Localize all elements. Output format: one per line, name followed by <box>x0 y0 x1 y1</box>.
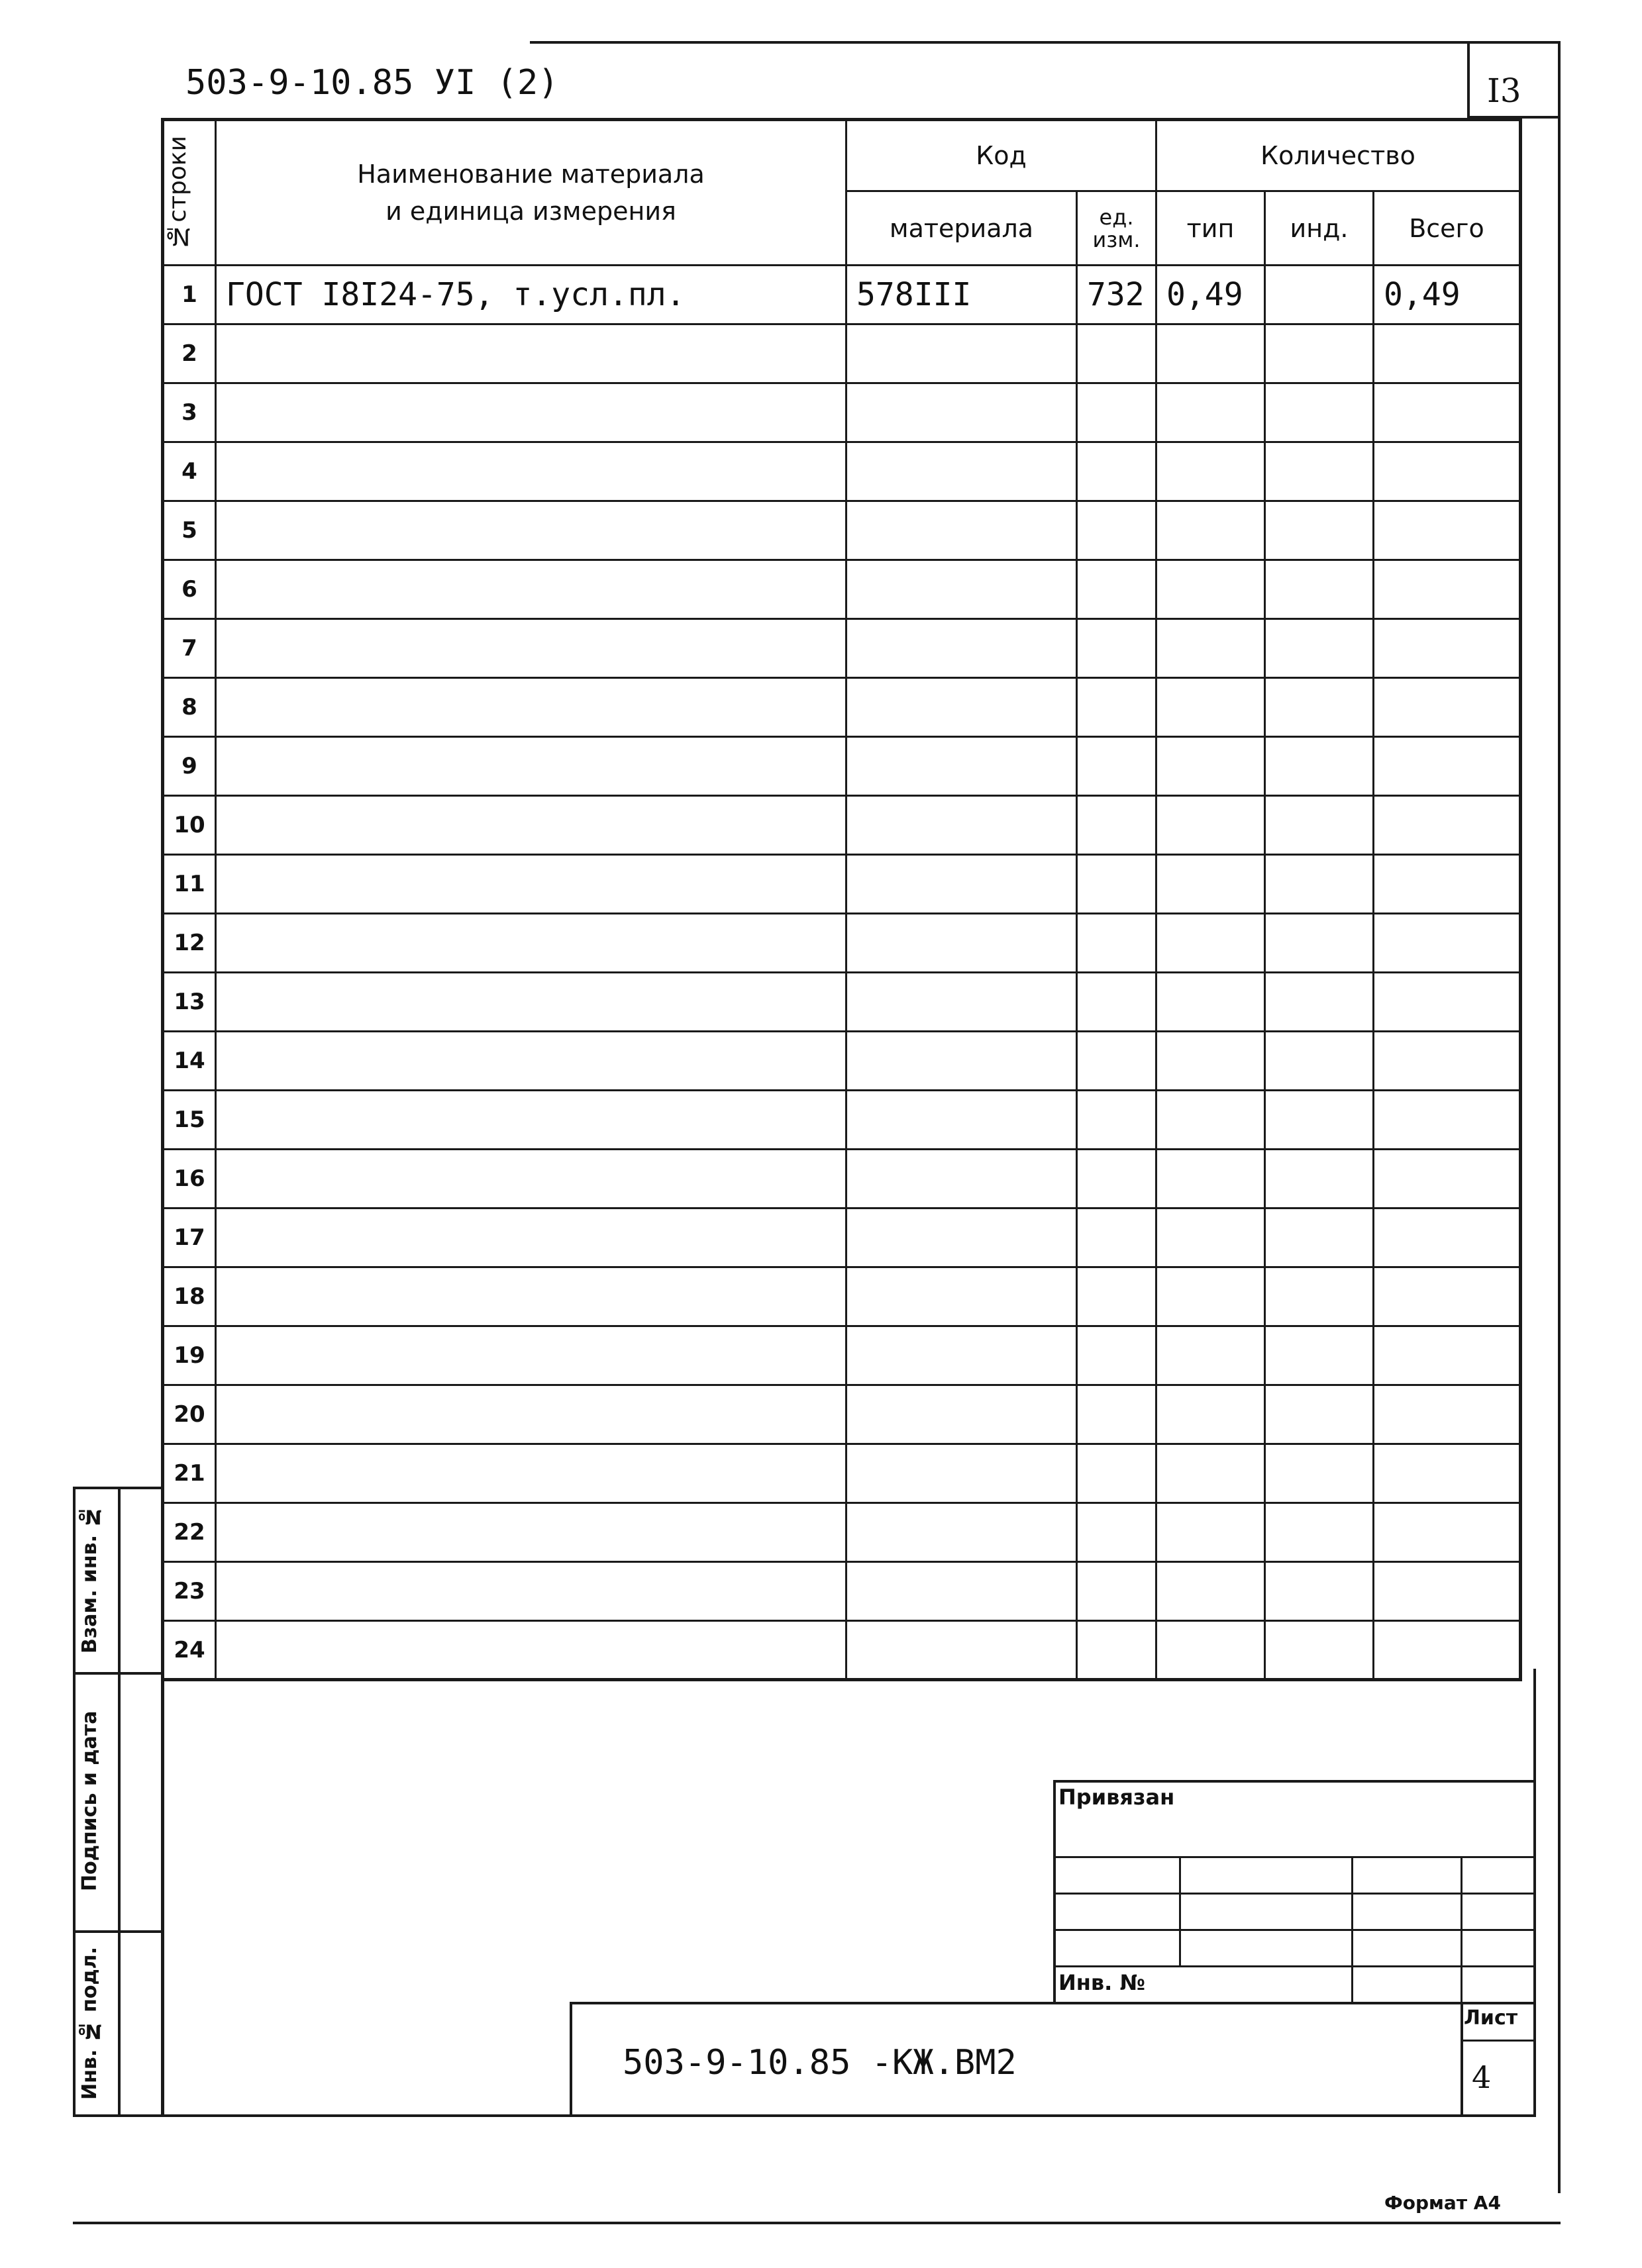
row-number-cell: 15 <box>163 1091 216 1150</box>
name-cell <box>216 1150 847 1208</box>
attached-col-1 <box>1179 1856 1181 1965</box>
row-number-cell: 20 <box>163 1385 216 1444</box>
name-cell <box>216 1326 847 1385</box>
type-cell <box>1156 1150 1265 1208</box>
total-cell <box>1374 619 1521 678</box>
unit-cell <box>1077 796 1156 855</box>
unit-cell <box>1077 1562 1156 1621</box>
name-cell <box>216 855 847 914</box>
title-sheet-divider-v <box>1461 2002 1463 2117</box>
table-row <box>163 266 1521 324</box>
unit-cell <box>1077 324 1156 383</box>
material-cell <box>847 1267 1077 1326</box>
total-cell <box>1374 855 1521 914</box>
table-row <box>163 619 1521 678</box>
unit-cell <box>1077 1032 1156 1091</box>
total-cell <box>1374 1444 1521 1503</box>
table-row <box>163 737 1521 796</box>
ind-cell <box>1265 1385 1374 1444</box>
title-document-code: 503-9-10.85 -КЖ.ВМ2 <box>623 2043 1017 2083</box>
total-cell <box>1374 678 1521 737</box>
attached-box-left <box>1053 1780 1056 2004</box>
table-row <box>163 442 1521 501</box>
name-cell: ГОСТ I8I24-75, т.усл.пл. <box>216 266 847 324</box>
row-number-cell: 18 <box>163 1267 216 1326</box>
material-cell <box>847 973 1077 1032</box>
name-cell <box>216 1562 847 1621</box>
material-cell <box>847 737 1077 796</box>
title-box-top <box>570 2002 1535 2004</box>
unit-cell <box>1077 1208 1156 1267</box>
ind-cell <box>1265 560 1374 619</box>
row-number-cell: 10 <box>163 796 216 855</box>
name-cell <box>216 1621 847 1680</box>
type-cell <box>1156 1444 1265 1503</box>
material-cell <box>847 383 1077 442</box>
total-cell <box>1374 1621 1521 1680</box>
table-row <box>163 1562 1521 1621</box>
total-cell: 0,49 <box>1374 266 1521 324</box>
ind-cell <box>1265 1208 1374 1267</box>
header-total: Всего <box>1374 191 1521 266</box>
type-cell <box>1156 1032 1265 1091</box>
title-sheet-divider-h <box>1461 2040 1535 2042</box>
type-cell <box>1156 678 1265 737</box>
name-cell <box>216 383 847 442</box>
type-cell <box>1156 1326 1265 1385</box>
ind-cell <box>1265 1267 1374 1326</box>
ind-cell <box>1265 1503 1374 1562</box>
total-cell <box>1374 737 1521 796</box>
ind-cell <box>1265 914 1374 973</box>
unit-cell <box>1077 501 1156 560</box>
type-cell <box>1156 442 1265 501</box>
ind-cell <box>1265 855 1374 914</box>
name-cell <box>216 1267 847 1326</box>
type-cell <box>1156 1208 1265 1267</box>
name-cell <box>216 442 847 501</box>
table-row <box>163 1326 1521 1385</box>
type-cell <box>1156 1562 1265 1621</box>
type-cell <box>1156 1503 1265 1562</box>
sheet-number-header: I3 <box>1487 72 1521 110</box>
header-ind: инд. <box>1265 191 1374 266</box>
label-inv-replace: Взам. инв. № <box>78 1504 101 1654</box>
ind-cell <box>1265 678 1374 737</box>
total-cell <box>1374 1326 1521 1385</box>
type-cell <box>1156 501 1265 560</box>
material-cell <box>847 1091 1077 1150</box>
material-cell: 578III <box>847 266 1077 324</box>
ind-cell <box>1265 501 1374 560</box>
material-cell <box>847 1150 1077 1208</box>
ind-cell <box>1265 619 1374 678</box>
strip-inner-edge <box>118 1487 121 2116</box>
name-cell <box>216 973 847 1032</box>
frame-right <box>1558 41 1561 2193</box>
material-cell <box>847 1503 1077 1562</box>
total-cell <box>1374 324 1521 383</box>
name-cell <box>216 619 847 678</box>
row-number-cell: 7 <box>163 619 216 678</box>
table-row <box>163 1267 1521 1326</box>
attached-row-2 <box>1053 1893 1535 1895</box>
row-number-cell: 5 <box>163 501 216 560</box>
type-cell <box>1156 324 1265 383</box>
name-cell <box>216 324 847 383</box>
name-cell <box>216 1032 847 1091</box>
ind-cell <box>1265 442 1374 501</box>
type-cell <box>1156 914 1265 973</box>
unit-cell <box>1077 1326 1156 1385</box>
total-cell <box>1374 442 1521 501</box>
label-inv-original: Инв. № подл. <box>78 1946 101 2100</box>
header-unit: ед. изм. <box>1077 191 1156 266</box>
unit-cell <box>1077 973 1156 1032</box>
name-cell <box>216 501 847 560</box>
name-cell <box>216 1385 847 1444</box>
total-cell <box>1374 383 1521 442</box>
unit-cell <box>1077 619 1156 678</box>
unit-cell <box>1077 383 1156 442</box>
ind-cell <box>1265 1562 1374 1621</box>
ind-cell <box>1265 383 1374 442</box>
row-number-cell: 23 <box>163 1562 216 1621</box>
ind-cell <box>1265 737 1374 796</box>
material-cell <box>847 1444 1077 1503</box>
table-row <box>163 383 1521 442</box>
type-cell <box>1156 855 1265 914</box>
label-signature-date: Подпись и дата <box>78 1710 101 1892</box>
header-material-name: Наименование материала и единица измерения <box>216 120 847 266</box>
table-row <box>163 501 1521 560</box>
ind-cell <box>1265 973 1374 1032</box>
row-number-cell: 13 <box>163 973 216 1032</box>
row-number-cell: 1 <box>163 266 216 324</box>
table-row <box>163 560 1521 619</box>
unit-cell <box>1077 560 1156 619</box>
strip-divider-2 <box>73 1930 162 1933</box>
strip-left-edge <box>73 1487 76 2116</box>
row-number-cell: 11 <box>163 855 216 914</box>
attached-col-2 <box>1351 1856 1353 2002</box>
total-cell <box>1374 973 1521 1032</box>
name-cell <box>216 1444 847 1503</box>
header-divider <box>1467 41 1470 117</box>
unit-cell <box>1077 1267 1156 1326</box>
material-cell <box>847 1326 1077 1385</box>
total-cell <box>1374 914 1521 973</box>
sheet-label: Лист <box>1464 2006 1518 2030</box>
unit-cell <box>1077 1503 1156 1562</box>
material-cell <box>847 1032 1077 1091</box>
name-cell <box>216 737 847 796</box>
unit-cell <box>1077 678 1156 737</box>
ind-cell <box>1265 266 1374 324</box>
row-number-cell: 2 <box>163 324 216 383</box>
material-cell <box>847 324 1077 383</box>
type-cell <box>1156 1091 1265 1150</box>
row-number-cell: 14 <box>163 1032 216 1091</box>
material-cell <box>847 1385 1077 1444</box>
document-code-header: 503-9-10.85 УI (2) <box>185 63 559 103</box>
row-number-cell: 12 <box>163 914 216 973</box>
material-cell <box>847 560 1077 619</box>
total-cell <box>1374 1267 1521 1326</box>
header-type: тип <box>1156 191 1265 266</box>
header-code: Код <box>847 120 1156 191</box>
material-cell <box>847 619 1077 678</box>
type-cell: 0,49 <box>1156 266 1265 324</box>
table-row <box>163 855 1521 914</box>
table-row <box>163 324 1521 383</box>
material-cell <box>847 855 1077 914</box>
row-number-cell: 17 <box>163 1208 216 1267</box>
unit-cell <box>1077 914 1156 973</box>
unit-cell <box>1077 442 1156 501</box>
attached-row-1 <box>1053 1856 1535 1858</box>
bottom-area-bottom <box>161 2114 1536 2117</box>
strip-top <box>73 1487 162 1489</box>
strip-bottom <box>73 2114 162 2117</box>
total-cell <box>1374 1385 1521 1444</box>
type-cell <box>1156 1621 1265 1680</box>
table-row <box>163 1503 1521 1562</box>
material-cell <box>847 1562 1077 1621</box>
name-cell <box>216 560 847 619</box>
total-cell <box>1374 796 1521 855</box>
total-cell <box>1374 1208 1521 1267</box>
total-cell <box>1374 1503 1521 1562</box>
row-number-cell: 8 <box>163 678 216 737</box>
row-number-cell: 19 <box>163 1326 216 1385</box>
ind-cell <box>1265 1444 1374 1503</box>
frame-top <box>530 41 1560 44</box>
name-cell <box>216 796 847 855</box>
total-cell <box>1374 1032 1521 1091</box>
row-number-cell: 3 <box>163 383 216 442</box>
title-box-left <box>570 2002 572 2117</box>
unit-cell <box>1077 855 1156 914</box>
table-row <box>163 1208 1521 1267</box>
material-cell <box>847 1621 1077 1680</box>
type-cell <box>1156 737 1265 796</box>
material-cell <box>847 501 1077 560</box>
row-number-cell: 21 <box>163 1444 216 1503</box>
total-cell <box>1374 1091 1521 1150</box>
unit-cell <box>1077 1444 1156 1503</box>
table-row <box>163 973 1521 1032</box>
material-spec-table <box>161 118 1522 1681</box>
table-row <box>163 678 1521 737</box>
ind-cell <box>1265 796 1374 855</box>
name-cell <box>216 678 847 737</box>
ind-cell <box>1265 324 1374 383</box>
attached-row-3 <box>1053 1929 1535 1931</box>
table-row <box>163 1385 1521 1444</box>
attached-row-4 <box>1053 1965 1535 1967</box>
total-cell <box>1374 1562 1521 1621</box>
table-row <box>163 1032 1521 1091</box>
name-cell <box>216 1208 847 1267</box>
ind-cell <box>1265 1621 1374 1680</box>
total-cell <box>1374 560 1521 619</box>
material-cell <box>847 442 1077 501</box>
row-number-cell: 16 <box>163 1150 216 1208</box>
header-row-number: №строки <box>163 120 216 266</box>
ind-cell <box>1265 1150 1374 1208</box>
table-left-extension <box>161 1669 164 2117</box>
type-cell <box>1156 383 1265 442</box>
row-number-cell: 4 <box>163 442 216 501</box>
total-cell <box>1374 1150 1521 1208</box>
header-quantity: Количество <box>1156 120 1521 191</box>
total-cell <box>1374 501 1521 560</box>
table-row <box>163 1150 1521 1208</box>
type-cell <box>1156 973 1265 1032</box>
material-cell <box>847 914 1077 973</box>
unit-cell <box>1077 1385 1156 1444</box>
format-label: Формат А4 <box>1384 2192 1501 2214</box>
name-cell <box>216 1503 847 1562</box>
frame-bottom <box>73 2222 1561 2224</box>
header-material-code: материала <box>847 191 1077 266</box>
type-cell <box>1156 1385 1265 1444</box>
unit-cell <box>1077 1621 1156 1680</box>
ind-cell <box>1265 1326 1374 1385</box>
attached-box-top <box>1053 1780 1535 1783</box>
row-number-cell: 22 <box>163 1503 216 1562</box>
name-cell <box>216 914 847 973</box>
type-cell <box>1156 560 1265 619</box>
ind-cell <box>1265 1032 1374 1091</box>
type-cell <box>1156 796 1265 855</box>
row-number-cell: 9 <box>163 737 216 796</box>
table-row <box>163 1091 1521 1150</box>
material-cell <box>847 796 1077 855</box>
material-cell <box>847 1208 1077 1267</box>
type-cell <box>1156 619 1265 678</box>
row-number-cell: 6 <box>163 560 216 619</box>
material-cell <box>847 678 1077 737</box>
table-row <box>163 1444 1521 1503</box>
strip-divider-1 <box>73 1672 162 1675</box>
unit-cell <box>1077 737 1156 796</box>
attached-col-3 <box>1461 1856 1462 2002</box>
name-cell <box>216 1091 847 1150</box>
attached-label: Привязан <box>1058 1785 1175 1810</box>
inv-no-label: Инв. № <box>1058 1970 1145 1995</box>
type-cell <box>1156 1267 1265 1326</box>
ind-cell <box>1265 1091 1374 1150</box>
row-number-cell: 24 <box>163 1621 216 1680</box>
sheet-value: 4 <box>1472 2059 1492 2095</box>
table-row <box>163 914 1521 973</box>
unit-cell: 732 <box>1077 266 1156 324</box>
unit-cell <box>1077 1150 1156 1208</box>
table-row <box>163 796 1521 855</box>
unit-cell <box>1077 1091 1156 1150</box>
table-row <box>163 1621 1521 1680</box>
